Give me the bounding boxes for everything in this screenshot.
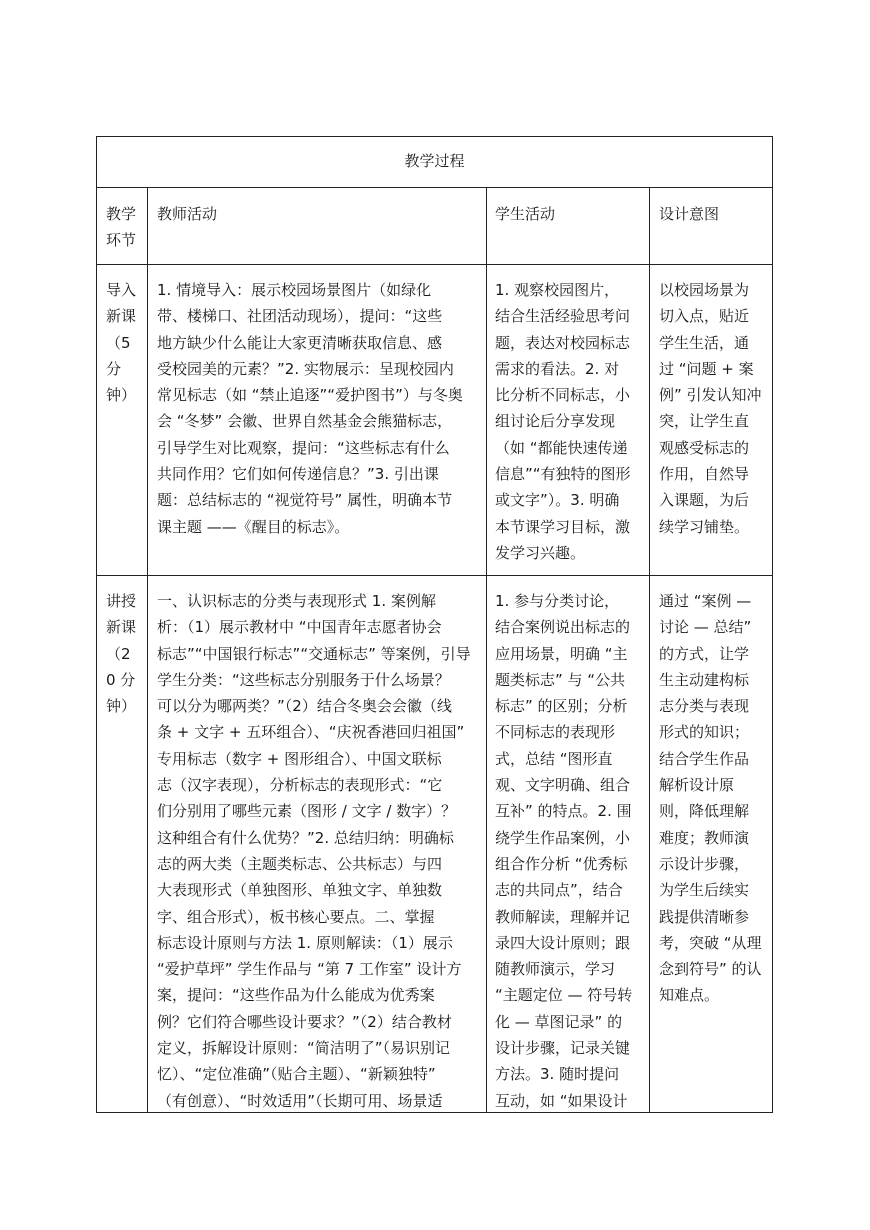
design-intent-cell: 以校园场景为 切入点，贴近 学生生活，通 过 “问题 + 案 例” 引发认知冲 突，让学生直 观感受标志的 作用，自然导 入课题，为后 续学习铺垫。 bbox=[659, 281, 762, 536]
student-activity-cell: 1. 观察校园图片， 结合生活经验思考问 题，表达对校园标志 需求的看法。2. 对 比分析不同标志，小 组讨论后分享发现 （如 “都能快速传递 信息”“有独特的图形 或文字”）。3. 明确 本节课学习目标，激 发学习兴趣。 bbox=[495, 281, 631, 562]
column-divider bbox=[649, 188, 650, 1113]
teacher-activity-cell: 1. 情境导入：展示校园场景图片（如绿化 带、楼梯口、社团活动现场），提问：“这些 地方缺少什么能让大家更清晰获取信息、感 受校园美的元素？”2. 实物展示：呈现校园内 常见标志（如 “禁止追逐”“爱护图书”）与冬奥 会 “冬梦” 会徽、世界自然基金会熊猫标志， 引导学生对比观察，提问：“这些标志有什么 共同作用？它们如何传递信息？”3. 引出课 题：总结标志的 “视觉符号” 属性，明确本节 课主题 ——《醒目的标志》。 bbox=[157, 281, 463, 536]
row-divider bbox=[97, 264, 772, 265]
header-design-intent: 设计意图 bbox=[659, 205, 720, 223]
column-divider bbox=[486, 188, 487, 1113]
student-activity-cell: 1. 参与分类讨论， 结合案例说出标志的 应用场景，明确 “主 题类标志” 与 “公共 标志” 的区别；分析 不同标志的表现形 式，总结 “图形直 观、文字明确、组合 互补” 的特点。2. 围 绕学生作品案例，小 组合作分析 “优秀标 志的共同点”，结合 教师解读，理解并记 录四大设计原则；跟 随教师演示，学习 “主题定位 — 符号转 化 — 草图记录” 的 设计步骤，记录关键 方法。3. 随时提问 互动，如 “如果设计 bbox=[495, 592, 633, 1110]
teaching-process-table bbox=[96, 136, 773, 1113]
header-stage: 教学 环节 bbox=[106, 205, 137, 249]
header-teacher-activity: 教师活动 bbox=[157, 205, 218, 223]
design-intent-cell: 通过 “案例 — 讨论 — 总结” 的方式，让学 生主动建构标 志分类与表现 形式的知识； 结合学生作品 解析设计原 则，降低理解 难度；教师演 示设计步骤， 为学生后续实 践提供清晰参 考，突破 “从理 念到符号” 的认 知难点。 bbox=[659, 592, 762, 1005]
table-title: 教学过程 bbox=[404, 152, 465, 170]
stage-cell: 讲授 新课 （2 0 分 钟） bbox=[106, 592, 137, 716]
row-divider bbox=[97, 575, 772, 576]
column-divider bbox=[147, 188, 148, 1113]
header-student-activity: 学生活动 bbox=[495, 205, 556, 223]
stage-cell: 导入 新课 （5 分 钟） bbox=[106, 281, 137, 405]
row-divider bbox=[97, 187, 772, 188]
teacher-activity-cell: 一、认识标志的分类与表现形式 1. 案例解 析：（1）展示教材中 “中国青年志愿者协会 标志”“中国银行标志”“交通标志” 等案例，引导 学生分类：“这些标志分别服务于什么场景？ 可以分为哪两类？”（2）结合冬奥会会徽（线 条 + 文字 + 五环组合）、“庆祝香港回归祖国” 专用标志（数字 + 图形组合）、中国文联标 志（汉字表现），分析标志的表现形式：“它 们分别用了哪些元素（图形 / 文字 / 数字）？ 这种组合有什么优势？”2. 总结归纳：明确标 志的两大类（主题类标志、公共标志）与四 大表现形式（单独图形、单独文字、单独数 字、组合形式），板书核心要点。二、掌握 标志设计原则与方法 1. 原则解读：（1）展示 “爱护草坪” 学生作品与 “第 7 工作室” 设计方 案，提问：“这些作品为什么能成为优秀案 例？它们符合哪些设计要求？”（2）结合教材 定义，拆解设计原则：“简洁明了”（易识别记 忆）、“定位准确”（贴合主题）、“新颖独特” （有创意）、“时效适用”（长期可用、场景适 bbox=[157, 592, 471, 1110]
